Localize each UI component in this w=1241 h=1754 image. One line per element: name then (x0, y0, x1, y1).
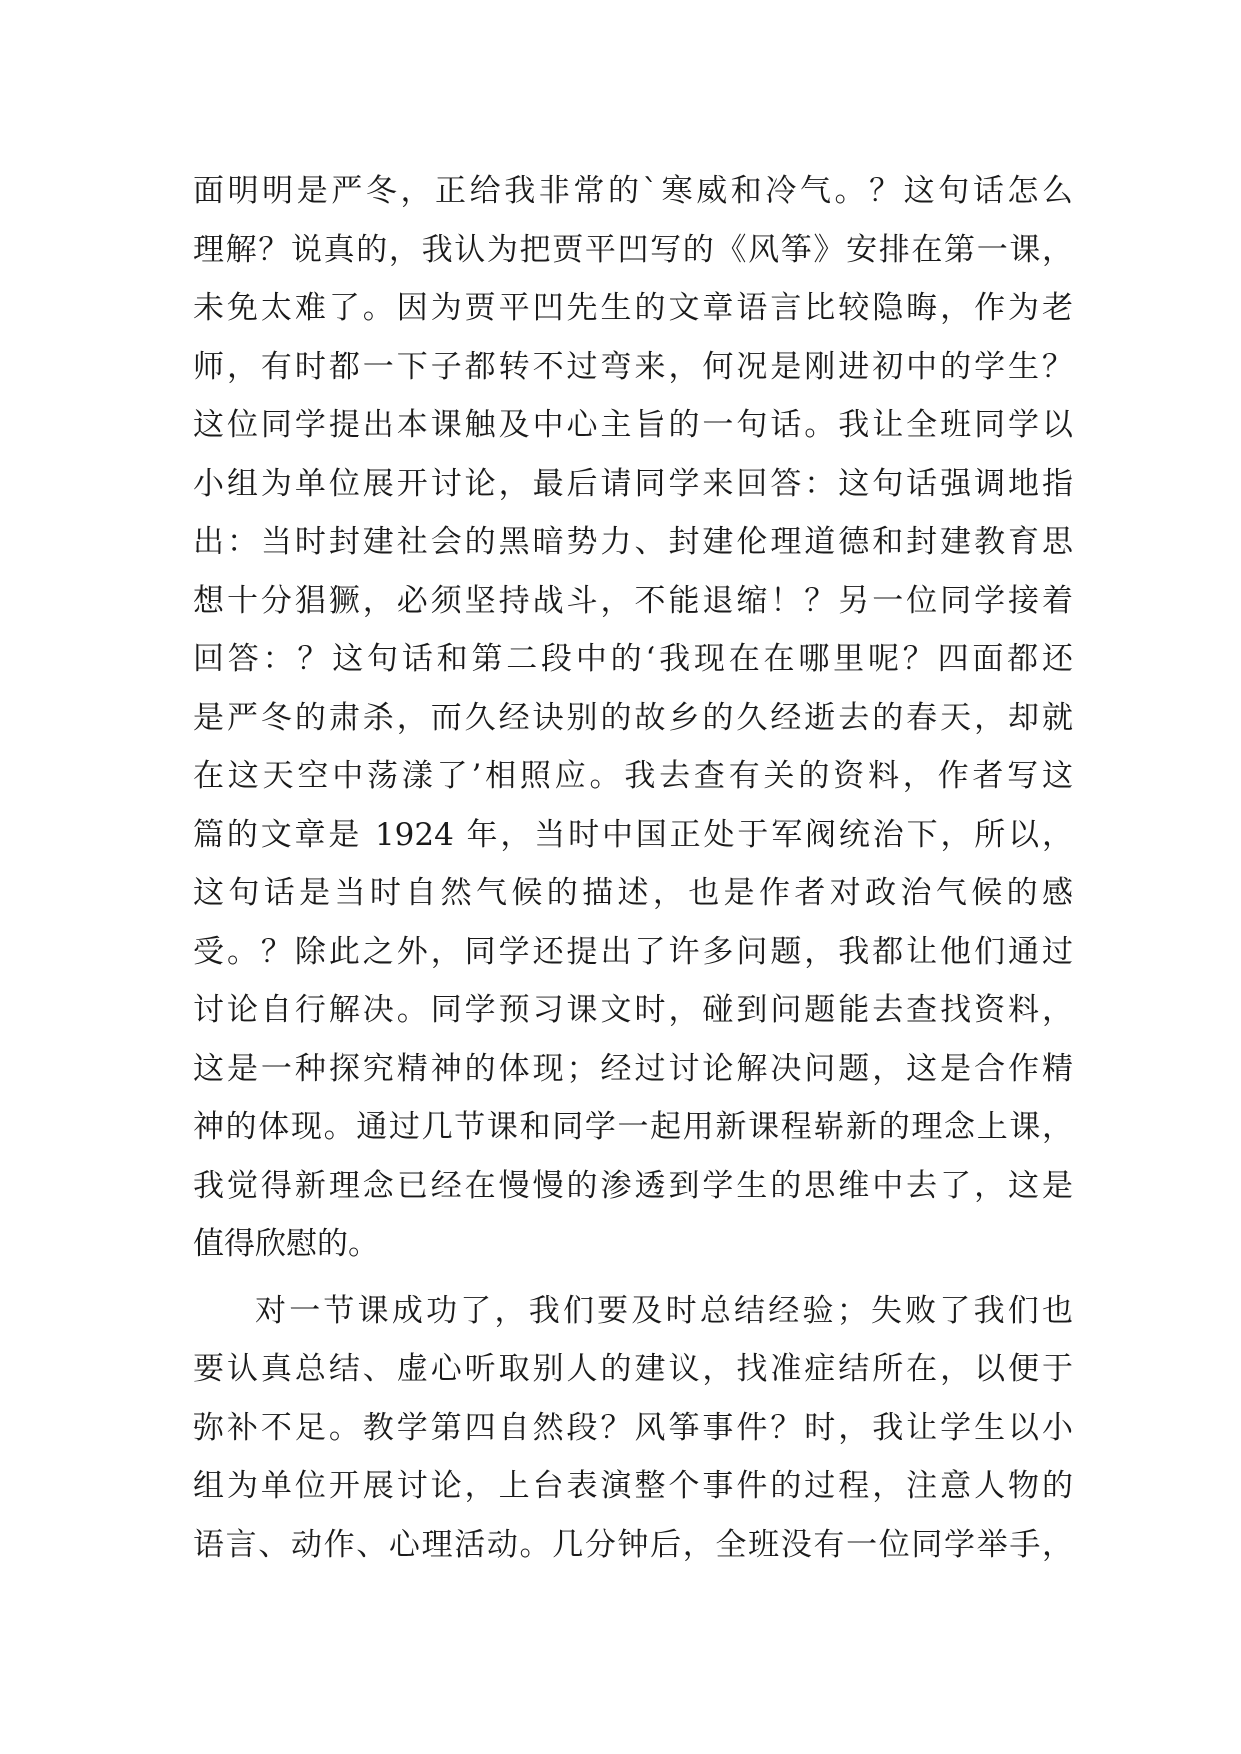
text-line: 受。？除此之外，同学还提出了许多问题，我都让他们通过 (193, 933, 1073, 970)
text-line: 想十分猖獗，必须坚持战斗，不能退缩！？另一位同学接着 (193, 582, 1073, 619)
text-line: 出：当时封建社会的黑暗势力、封建伦理道德和封建教育思 (193, 524, 1073, 560)
paragraph-1 (193, 162, 1073, 1274)
text-line: 值得欣慰的。 (193, 1226, 379, 1262)
text-line: 组为单位开展讨论，上台表演整个事件的过程，注意人物的 (193, 1468, 1073, 1504)
body-text (193, 162, 1073, 1574)
text-line: 在这天空中荡漾了’相照应。我去查有关的资料，作者写这 (193, 758, 1073, 794)
text-line: 理解？说真的，我认为把贾平凹写的《风筝》安排在第一课， (193, 231, 1073, 268)
text-line: 对一节课成功了，我们要及时总结经验；失败了我们也 (255, 1292, 1073, 1329)
text-line: 面明明是严冬，正给我非常的`寒威和冷气。？这句话怎么 (193, 173, 1073, 209)
text-line: 篇的文章是 1924 年，当时中国正处于军阀统治下，所以， (193, 816, 1073, 853)
paragraph-gap (193, 1274, 1073, 1282)
text-line: 这句话是当时自然气候的描述，也是作者对政治气候的感 (193, 875, 1073, 911)
text-line: 师，有时都一下子都转不过弯来，何况是刚进初中的学生？ (193, 348, 1073, 385)
text-line: 要认真总结、虚心听取别人的建议，找准症结所在，以便于 (193, 1351, 1073, 1387)
paragraph-2 (193, 1282, 1073, 1575)
text-line: 我觉得新理念已经在慢慢的渗透到学生的思维中去了，这是 (193, 1167, 1073, 1204)
text-line: 是严冬的肃杀，而久经诀别的故乡的久经逝去的春天，却就 (193, 699, 1073, 736)
text-line: 神的体现。通过几节课和同学一起用新课程崭新的理念上课， (193, 1109, 1073, 1145)
text-line: 小组为单位展开讨论，最后请同学来回答：这句话强调地指 (193, 465, 1073, 502)
text-line: 这位同学提出本课触及中心主旨的一句话。我让全班同学以 (193, 407, 1073, 443)
text-line: 这是一种探究精神的体现；经过讨论解决问题，这是合作精 (193, 1050, 1073, 1087)
text-line: 语言、动作、心理活动。几分钟后，全班没有一位同学举手， (193, 1526, 1073, 1563)
text-line: 回答：？这句话和第二段中的‘我现在在哪里呢？四面都还 (193, 641, 1073, 677)
text-line: 讨论自行解决。同学预习课文时，碰到问题能去查找资料， (193, 992, 1073, 1028)
text-line: 弥补不足。教学第四自然段？风筝事件？时，我让学生以小 (193, 1409, 1073, 1446)
text-line: 未免太难了。因为贾平凹先生的文章语言比较隐晦，作为老 (193, 290, 1073, 326)
